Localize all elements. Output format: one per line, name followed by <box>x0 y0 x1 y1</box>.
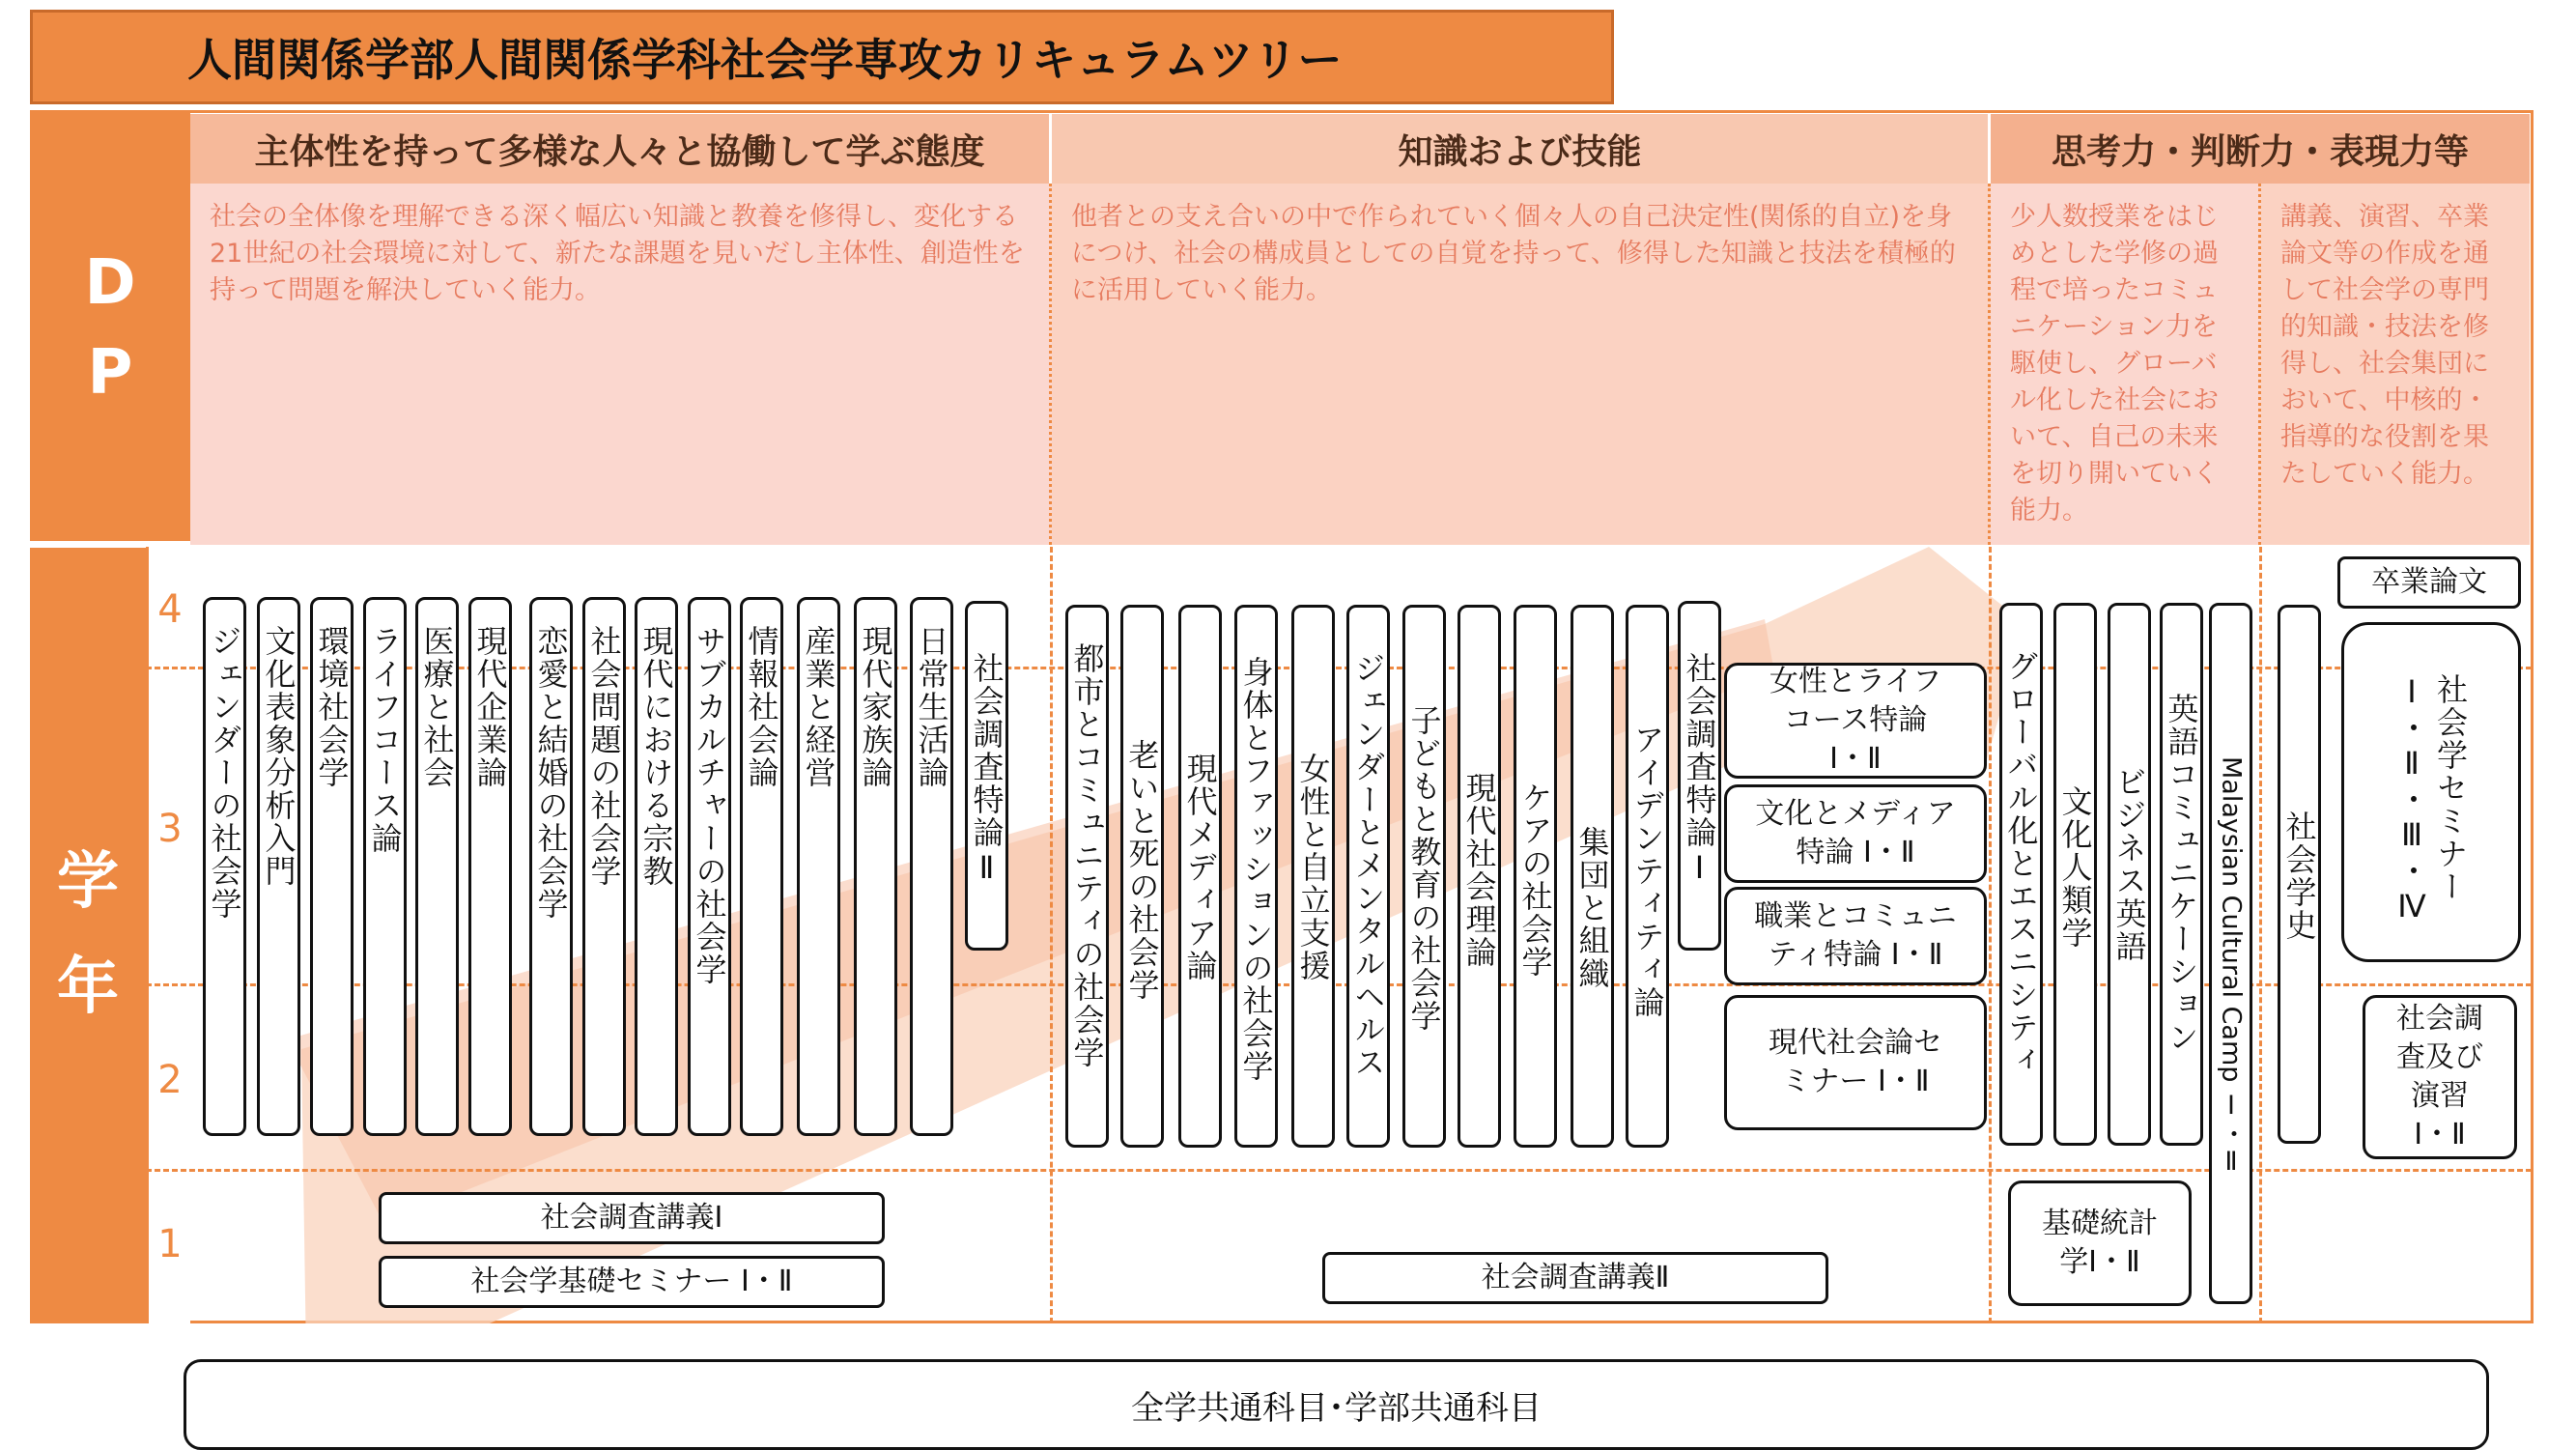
course-label: ケアの社会学 <box>1516 782 1554 979</box>
social-research-practice-box: 社会調 査及び 演習 Ⅰ・Ⅱ <box>2363 995 2517 1159</box>
course-box <box>363 597 407 1136</box>
grade-col-border <box>146 547 149 1323</box>
graduation-thesis-box: 卒業論文 <box>2337 556 2521 609</box>
course-box <box>2108 603 2151 1146</box>
course-box <box>688 597 731 1136</box>
course-label: 社会学史 <box>2280 810 2318 942</box>
course-label: 英語コミュニケーション <box>2163 693 2200 1054</box>
course-box <box>310 597 354 1136</box>
course-box <box>203 597 246 1136</box>
course-label: 現代における宗教 <box>637 625 675 888</box>
course-label: ジェンダーの社会学 <box>206 625 243 921</box>
course-box <box>1571 605 1614 1148</box>
course-box <box>2160 603 2203 1146</box>
course-label: 産業と経営 <box>800 625 837 789</box>
course-box <box>1291 605 1335 1148</box>
course-box <box>2053 603 2097 1146</box>
course-label: 社会調査特論Ⅰ <box>1681 652 1718 888</box>
dp-description-4: 講義、演習、卒業論文等の作成を通して社会学の専門的知識・技法を修得し、社会集団において、中核的・指導的な役割を果たしていく能力。 <box>2261 184 2530 545</box>
dp-label <box>30 110 190 547</box>
grade-1-number: 1 <box>157 1222 183 1266</box>
dp-header-attitude: 主体性を持って多様な人々と協働して学ぶ態度 <box>190 114 1052 184</box>
course-box <box>582 597 626 1136</box>
grade-2-number: 2 <box>157 1058 183 1102</box>
course-label: ビジネス英語 <box>2110 766 2148 963</box>
course-box <box>1678 601 1721 951</box>
course-label: グローバル化とエスニシティ <box>2002 650 2040 1077</box>
course-label: 文化表象分析入門 <box>260 625 297 888</box>
special-course-box: 現代社会論セ ミナー Ⅰ・Ⅱ <box>1724 995 1987 1130</box>
course-label: 社会問題の社会学 <box>585 625 623 888</box>
dp-description-1: 社会の全体像を理解できる深く幅広い知識と教養を修得し、変化する21世紀の社会環境に対して、新たな課題を見いだし主体性、創造性を持って問題を解決していく能力。 <box>190 184 1052 545</box>
course-box-malaysian <box>2209 603 2252 1304</box>
grade-char-1: 学 <box>57 846 119 919</box>
course-box <box>415 597 459 1136</box>
column-divider-1 <box>1050 547 1053 1323</box>
course-label: ライフコース論 <box>366 625 404 855</box>
course-label: 日常生活論 <box>913 625 950 789</box>
course-label: 集団と組織 <box>1573 826 1611 990</box>
course-box <box>1999 603 2043 1146</box>
grade-4-number: 4 <box>157 587 183 632</box>
course-box <box>1120 605 1164 1148</box>
dp-description-3: 少人数授業をはじめとした学修の過程で培ったコミュニケーション力を駆使し、グローバル化した社会において、自己の未来を切り開いていく能力。 <box>1991 184 2261 545</box>
course-box <box>468 597 512 1136</box>
course-label: 環境社会学 <box>313 625 351 789</box>
course-label: Malaysian Cultural Camp Ⅰ・Ⅱ <box>2216 756 2247 1177</box>
course-box <box>1402 605 1446 1148</box>
course-label: ジェンダーとメンタルヘルス <box>1349 652 1387 1079</box>
course-box <box>740 597 783 1136</box>
grade-label <box>30 547 146 1323</box>
year1-course-box: 社会調査講義Ⅱ <box>1322 1252 1828 1304</box>
grade-3-number: 3 <box>157 807 183 851</box>
column-divider-2 <box>1989 547 1992 1323</box>
course-box <box>1458 605 1501 1148</box>
course-label: 文化人類学 <box>2056 785 2094 950</box>
dp-description-2: 他者との支え合いの中で作られていく個々人の自己決定性(関係的自立)を身につけ、社会の構成員としての自覚を持って、修得した知識と技法を積極的に活用していく能力。 <box>1052 184 1991 545</box>
course-label: 身体とファッションの社会学 <box>1237 656 1275 1083</box>
common-subjects-box: 全学共通科目･学部共通科目 <box>184 1359 2489 1450</box>
course-box <box>1514 605 1557 1148</box>
course-box <box>635 597 678 1136</box>
special-course-box: 職業とコミュニ ティ特論 Ⅰ・Ⅱ <box>1724 887 1987 985</box>
dp-letter-p: P <box>87 337 133 409</box>
course-label: 老いと死の社会学 <box>1123 739 1161 1002</box>
basic-statistics-box: 基礎統計 学Ⅰ・Ⅱ <box>2008 1180 2192 1306</box>
column-divider-3 <box>2259 547 2262 1323</box>
course-label: アイデンティティ論 <box>1628 724 1666 1019</box>
sociology-history-box <box>2278 605 2321 1144</box>
course-box <box>910 597 953 1136</box>
dp-header-knowledge: 知識および技能 <box>1052 114 1991 184</box>
sociology-seminar-box <box>2341 622 2521 962</box>
course-box <box>1626 605 1669 1148</box>
course-label: 社会調査特論Ⅱ <box>968 652 1005 888</box>
year1-course-box: 社会学基礎セミナー Ⅰ・Ⅱ <box>379 1256 885 1308</box>
course-box <box>1178 605 1222 1148</box>
course-label: 現代家族論 <box>857 625 894 789</box>
course-box <box>965 601 1008 951</box>
dp-letter-d: D <box>84 247 136 320</box>
course-box <box>529 597 573 1136</box>
course-label: 現代社会理論 <box>1460 772 1498 969</box>
course-box <box>854 597 897 1136</box>
course-box <box>1346 605 1390 1148</box>
course-label: サブカルチャーの社会学 <box>691 625 728 986</box>
year1-course-box: 社会調査講義Ⅰ <box>379 1192 885 1244</box>
course-label: 現代企業論 <box>471 625 509 789</box>
course-box <box>797 597 840 1136</box>
course-box <box>1065 605 1109 1148</box>
course-label: 社会学セミナーⅠ・Ⅱ・Ⅲ・Ⅳ <box>2393 673 2469 926</box>
course-label: 子どもと教育の社会学 <box>1405 704 1443 1033</box>
course-label: 都市とコミュニティの社会学 <box>1068 642 1106 1069</box>
course-box <box>257 597 300 1136</box>
page-title: 人間関係学部人間関係学科社会学専攻カリキュラムツリー <box>30 10 1614 104</box>
special-course-box: 女性とライフ コース特論 Ⅰ・Ⅱ <box>1724 663 1987 779</box>
course-label: 恋愛と結婚の社会学 <box>532 625 570 921</box>
grade-number-column <box>146 547 190 1323</box>
course-label: 情報社会論 <box>743 625 780 789</box>
course-label: 医療と社会 <box>418 625 456 789</box>
special-course-box: 文化とメディア 特論 Ⅰ・Ⅱ <box>1724 784 1987 883</box>
course-label: 女性と自立支援 <box>1294 753 1332 982</box>
course-box <box>1234 605 1278 1148</box>
course-label: 現代メディア論 <box>1181 753 1219 982</box>
grade-char-2: 年 <box>57 952 119 1023</box>
dp-header-thinking: 思考力・判断力・表現力等 <box>1991 114 2530 184</box>
grade-line-2-1 <box>146 1169 2532 1172</box>
